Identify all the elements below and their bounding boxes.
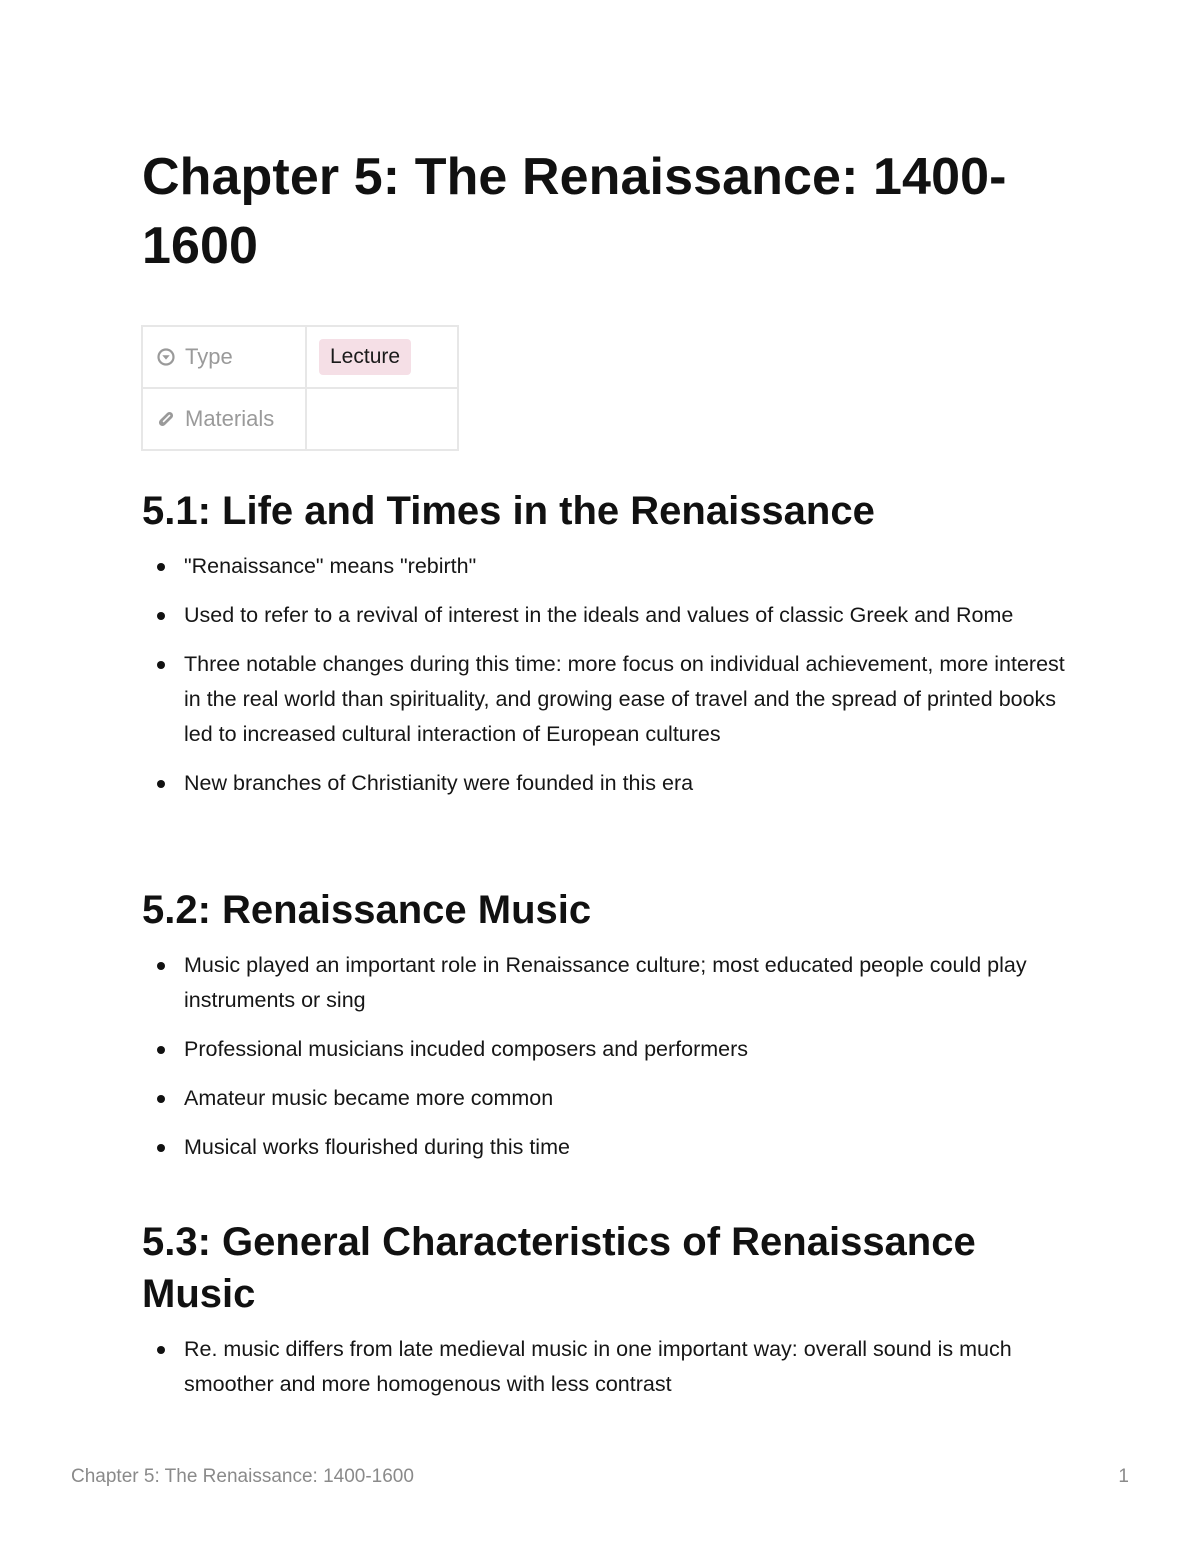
section-5-3: [142, 1216, 1082, 1416]
list-item: Re. music differs from late medieval music in one important way: overall sound is much smoother and more homogenous with less contrast: [142, 1332, 1082, 1402]
dropdown-circle-icon: [156, 347, 176, 367]
paperclip-icon: [156, 409, 176, 429]
section-heading: 5.1: Life and Times in the Renaissance: [142, 489, 875, 533]
page-title: Chapter 5: The Renaissance: 1400-1600: [142, 148, 1007, 275]
property-label: Materials: [185, 406, 275, 431]
property-value-materials[interactable]: [306, 388, 458, 450]
section-5-1: [142, 485, 1082, 815]
type-tag[interactable]: Lecture: [319, 339, 411, 375]
property-row-materials: [142, 388, 458, 450]
list-item: Music played an important role in Renaissance culture; most educated people could play instruments or sing: [142, 948, 1082, 1018]
property-label: Type: [185, 344, 233, 369]
properties-table: [141, 325, 459, 451]
bullet-list: [142, 1332, 1082, 1402]
property-key-materials: [142, 388, 306, 450]
list-item: Musical works flourished during this time: [142, 1130, 1082, 1165]
list-item: Professional musicians incuded composers and performers: [142, 1032, 1082, 1067]
bullet-list: [142, 549, 1082, 801]
bullet-list: [142, 948, 1082, 1165]
section-heading: 5.2: Renaissance Music: [142, 888, 592, 932]
footer-page-number: 1: [1118, 1466, 1129, 1487]
property-value-type[interactable]: [306, 326, 458, 388]
section-heading: 5.3: General Characteristics of Renaissance Music: [142, 1220, 976, 1316]
list-item: "Renaissance" means "rebirth": [142, 549, 1082, 584]
list-item: Three notable changes during this time: more focus on individual achievement, more interest in the real world than spirituality, and growing ease of travel and the spread of printed books led to increased cultural interaction of European cultures: [142, 647, 1082, 752]
list-item: Amateur music became more common: [142, 1081, 1082, 1116]
property-key-type: [142, 326, 306, 388]
footer-doc-title: Chapter 5: The Renaissance: 1400-1600: [71, 1466, 414, 1487]
list-item: Used to refer to a revival of interest in the ideals and values of classic Greek and Rome: [142, 598, 1082, 633]
list-item: New branches of Christianity were founded in this era: [142, 766, 1082, 801]
property-row-type: [142, 326, 458, 388]
section-5-2: [142, 884, 1082, 1179]
